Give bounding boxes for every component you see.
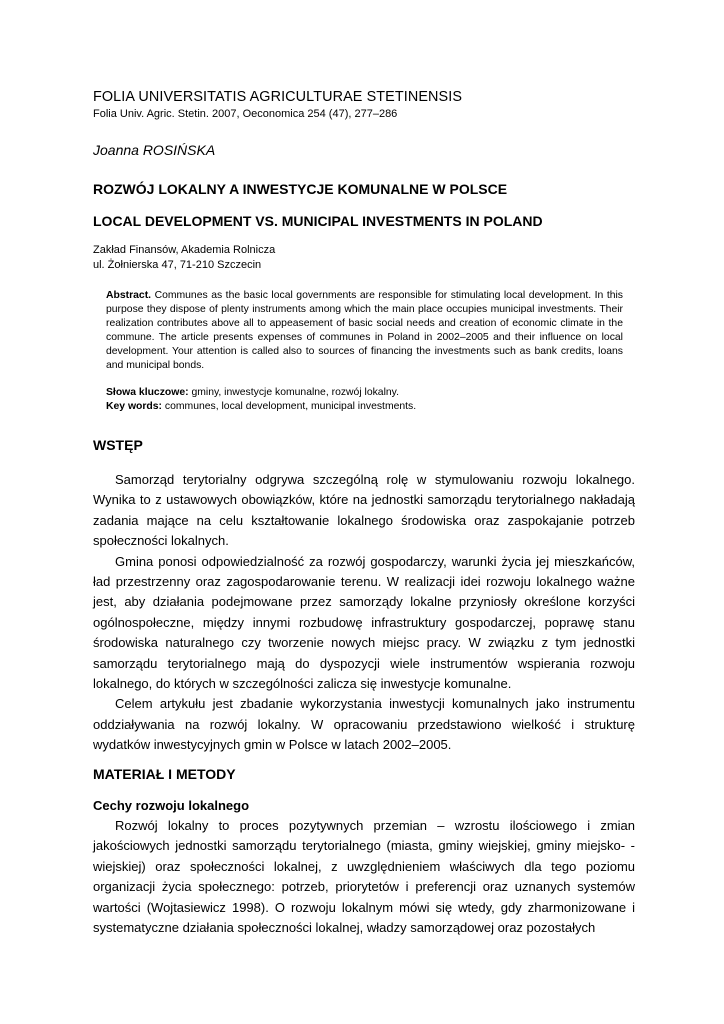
keywords-polish-label: Słowa kluczowe:: [106, 387, 189, 398]
intro-body: [93, 470, 635, 756]
methods-body: [93, 816, 635, 938]
citation-line: Folia Univ. Agric. Stetin. 2007, Oeconomica 254 (47), 277–286: [93, 108, 398, 120]
section-heading-methods: MATERIAŁ I METODY: [93, 766, 236, 782]
methods-paragraph-1: Rozwój lokalny to proces pozytywnych przemian – wzrostu ilościowego i zmian jakościowych jednostki samorządu terytorialnego (miasta, gminy wiejskiej, gminy miejsko- -wiejskiej) oraz społeczności lokalnej, z uwzględnieniem właściwych dla tego poziomu organizacji życia społecznego: potrzeb, priorytetów i preferencji oraz uznanych systemów wartości (Wojtasiewicz 1998). O rozwoju lokalnym mówi się wtedy, gdy zharmonizowane i systematyczne działania społeczności lokalnej, władzy samorządowej oraz pozostałych: [93, 818, 635, 936]
title-polish: ROZWÓJ LOKALNY A INWESTYCJE KOMUNALNE W POLSCE: [93, 181, 508, 197]
abstract-label: Abstract.: [106, 290, 152, 301]
affiliation-line-2: ul. Żołnierska 47, 71-210 Szczecin: [93, 259, 262, 271]
intro-paragraph-3: Celem artykułu jest zbadanie wykorzystania inwestycji komunalnych jako instrumentu oddziaływania na rozwój lokalny. W opracowaniu przedstawiono wielkość i strukturę wydatków inwestycyjnych gmin w Polsce w latach 2002–2005.: [93, 696, 635, 753]
journal-name: FOLIA UNIVERSITATIS AGRICULTURAE STETINENSIS: [93, 89, 463, 105]
keywords-english-text: communes, local development, municipal investments.: [164, 401, 417, 412]
intro-paragraph-2: Gmina ponosi odpowiedzialność za rozwój gospodarczy, warunki życia jej mieszkańców, ład przestrzenny oraz zagospodarowanie terenu. W realizacji idei rozwoju lokalnego ważne jest, aby działania podejmowane przez samorządy lokalne przyniosły określone korzyści ogólnospołeczne, między innymi rozbudowę infrastruktury gospodarczej, poprawę stanu środowiska naturalnego czy tworzenie nowych miejsc pracy. W związku z tym jednostki samorządu terytorialnego mają do dyspozycji wiele instrumentów wspierania rozwoju lokalnego, do których w szczególności zalicza się inwestycje komunalne.: [93, 553, 635, 692]
keywords-polish: [106, 387, 399, 398]
title-english: LOCAL DEVELOPMENT VS. MUNICIPAL INVESTMENTS IN POLAND: [93, 213, 543, 229]
affiliation-line-1: Zakład Finansów, Akademia Rolnicza: [93, 244, 276, 256]
abstract-text: Communes as the basic local governments are responsible for stimulating local development. In this purpose they dispose of plenty instruments among which the main place occupies municipal investments. Their realization contributes above all to appeasement of basic social needs and creation of economic climate in the commune. The article presents expenses of communes in Poland in 2002–2005 and their influence on local development. Your attention is called also to sources of financing the investments such as bank credits, loans and municipal bonds.: [106, 290, 623, 372]
keywords-english: [106, 401, 416, 412]
subsection-heading: Cechy rozwoju lokalnego: [93, 798, 250, 813]
abstract: [106, 289, 623, 374]
author-name: Joanna ROSIŃSKA: [93, 142, 216, 158]
intro-paragraph-1: Samorząd terytorialny odgrywa szczególną rolę w stymulowaniu rozwoju lokalnego. Wynika to z ustawowych obowiązków, które na jednostki samorządu terytorialnego nakładają zadania mające na celu kształtowanie lokalnego środowiska oraz zaspokajanie potrzeb społeczności lokalnych.: [93, 472, 635, 549]
keywords-english-label: Key words:: [106, 401, 163, 412]
keywords-polish-text: gminy, inwestycje komunalne, rozwój lokalny.: [191, 387, 399, 398]
section-heading-intro: WSTĘP: [93, 437, 143, 453]
